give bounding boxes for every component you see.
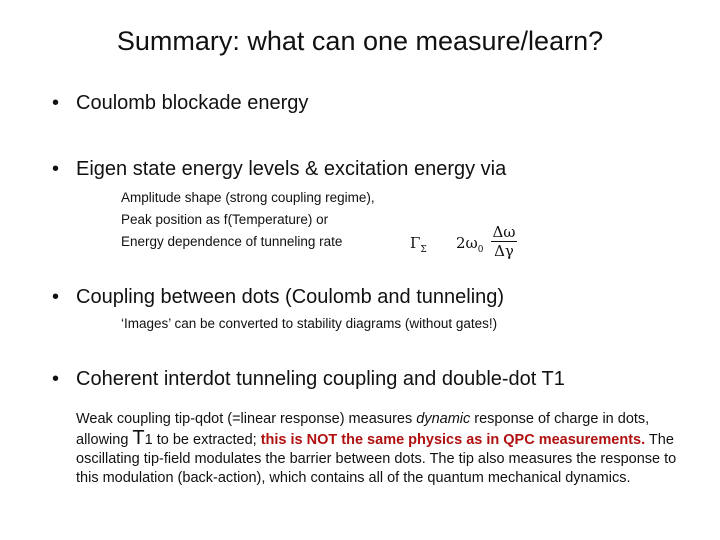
bullet-marker: •: [52, 286, 60, 308]
formula-fraction: [491, 224, 517, 260]
bullet-coulomb-blockade: [52, 92, 308, 115]
paragraph-emphasis: dynamic: [416, 411, 471, 427]
bullet-text: Coulomb blockade energy: [76, 92, 309, 114]
bullet-text: Eigen state energy levels & excitation energy via: [76, 158, 507, 180]
bullet-text: Coherent interdot tunneling coupling and double-dot T1: [76, 368, 565, 390]
paragraph-text-1: Weak coupling tip-qdot (=linear response) measures: [76, 411, 417, 427]
paragraph-highlight: this is NOT the same physics as in QPC measurements.: [260, 432, 646, 448]
bullet-coupling-between-dots: [52, 286, 504, 309]
sub-item-images: ‘Images’ can be converted to stability diagrams (without gates!): [121, 316, 498, 331]
paragraph-text-3: 1 to be extracted;: [144, 432, 261, 448]
explanation-paragraph: [76, 410, 696, 488]
formula-gamma-symbol: Γ: [410, 234, 421, 252]
bullet-marker: •: [52, 158, 60, 180]
formula-coefficient: [456, 234, 484, 255]
bullet-text: Coupling between dots (Coulomb and tunneling): [76, 286, 505, 308]
formula-gamma: [410, 234, 427, 255]
paragraph-text-4: The oscillating tip-field modulates the barrier between dots. The tip also measures the response to this modulation (back-action), which contains all of the quantum mechanical dynamics.: [76, 432, 677, 486]
formula-gamma-subscript: Σ: [420, 245, 427, 255]
formula-denominator: Δγ: [494, 242, 514, 260]
slide-title: Summary: what can one measure/learn?: [116, 26, 604, 56]
bullet-marker: •: [52, 368, 60, 390]
formula-numerator: Δω: [492, 223, 516, 241]
bullet-coherent-tunneling: [52, 368, 565, 391]
formula-omega-subscript: 0: [477, 245, 484, 255]
paragraph-text-2: response of charge in dots, allowing: [76, 411, 650, 448]
formula-omega: 2ω: [456, 234, 478, 252]
paragraph-t-letter: T: [132, 427, 145, 449]
bullet-marker: •: [52, 92, 60, 114]
bullet-eigen-state: [52, 158, 506, 181]
sub-item-peak-position: Peak position as f(Temperature) or: [121, 212, 329, 227]
sub-item-amplitude-shape: Amplitude shape (strong coupling regime),: [121, 190, 375, 205]
sub-item-energy-dependence: Energy dependence of tunneling rate: [121, 234, 343, 249]
